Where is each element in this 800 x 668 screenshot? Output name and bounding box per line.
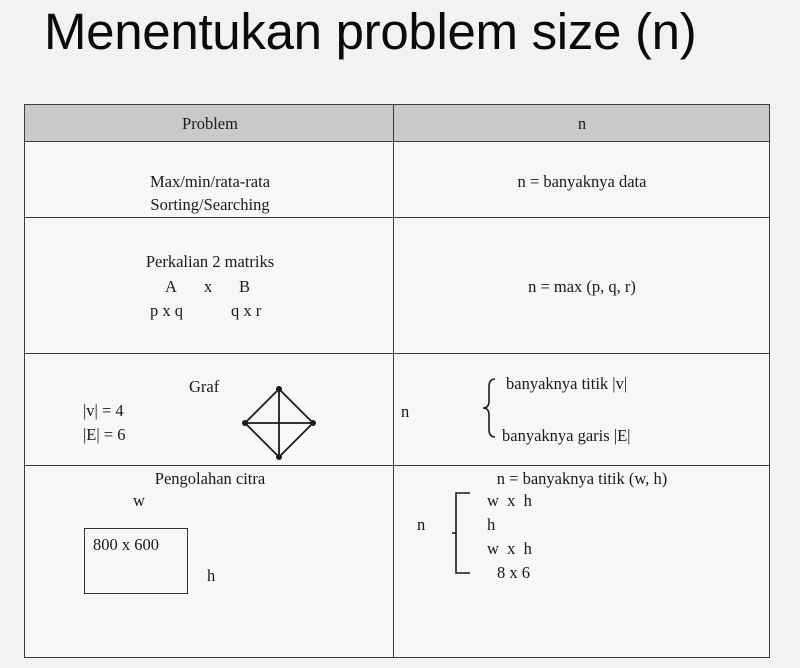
row4-n-title: n = banyaknya titik (w, h) — [496, 469, 668, 488]
row4-problem-line1: Pengolahan citra — [154, 469, 266, 488]
bracket-icon — [452, 491, 474, 575]
header-n: n — [577, 114, 587, 133]
header-problem: Problem — [182, 114, 238, 133]
row2-n: n = max (p, q, r) — [528, 277, 636, 296]
row-divider — [25, 465, 769, 466]
row3-graf: Graf — [189, 377, 220, 396]
row2-problem-line1: Perkalian 2 matriks — [145, 252, 275, 271]
row4-n-label: n — [417, 515, 426, 534]
row4-h: h — [207, 566, 216, 585]
row3-n-label: n — [401, 402, 410, 421]
row4-opt3: w x h — [487, 539, 532, 558]
curly-brace-icon — [481, 377, 501, 439]
row-divider — [25, 217, 769, 218]
row4-box-label: 800 x 600 — [93, 535, 159, 554]
row3-titik: banyaknya titik |v| — [506, 374, 628, 393]
graph-diagram — [241, 385, 317, 461]
row2-dim-pxq: p x q — [150, 301, 183, 320]
row1-problem-line2: Sorting/Searching — [150, 195, 270, 214]
row1-problem-line1: Max/min/rata-rata — [149, 172, 271, 191]
row4-opt1: w x h — [487, 491, 532, 510]
problem-size-table — [24, 104, 770, 658]
row3-e-count: |E| = 6 — [83, 425, 126, 444]
row2-times: x — [204, 277, 213, 296]
page-title: Menentukan problem size (n) — [44, 3, 697, 60]
row3-garis: banyaknya garis |E| — [502, 426, 631, 445]
row4-opt4: 8 x 6 — [497, 563, 530, 582]
row3-v-count: |v| = 4 — [83, 401, 124, 420]
row1-n: n = banyaknya data — [517, 172, 647, 191]
row4-w: w — [133, 491, 145, 510]
row-divider — [25, 353, 769, 354]
row2-matrix-a: A — [165, 277, 177, 296]
row4-opt2: h — [487, 515, 496, 534]
row-divider — [25, 141, 769, 142]
row2-matrix-b: B — [239, 277, 251, 296]
column-divider — [393, 105, 394, 657]
table-header — [25, 105, 769, 141]
row2-dim-qxr: q x r — [231, 301, 262, 320]
